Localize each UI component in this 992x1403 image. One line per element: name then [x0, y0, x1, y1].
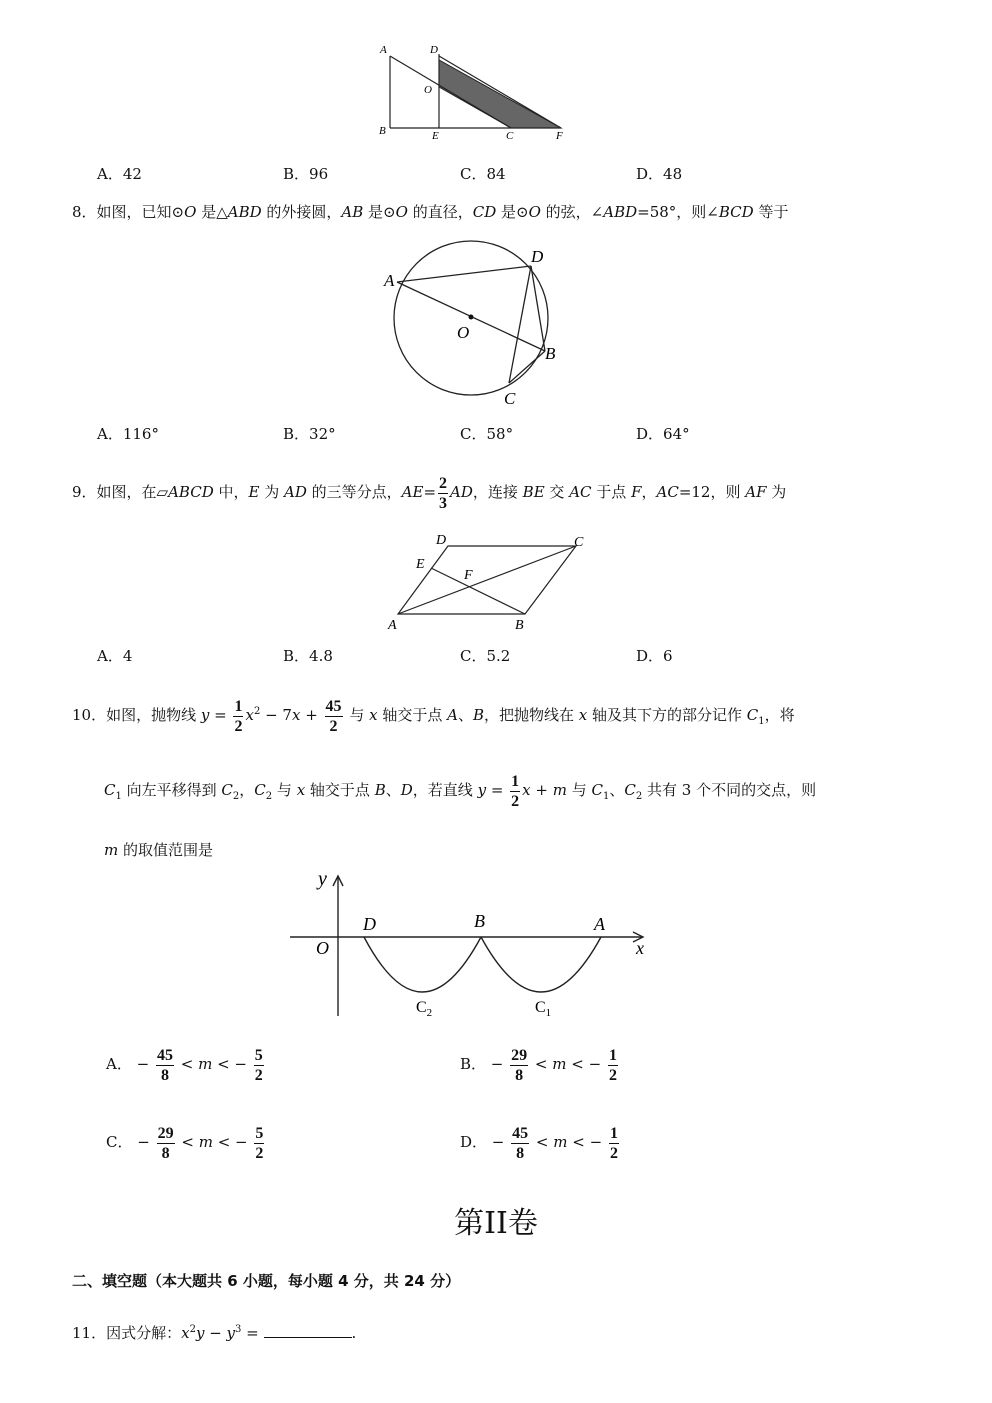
q9-option-c: C．5.2: [460, 647, 511, 665]
q10-option-a: A． − $\frac{45}{8}$ < m < − $\frac{5}{2}$: [106, 1046, 263, 1084]
q8-option-c: C．58°: [460, 425, 514, 443]
label-A: A: [594, 914, 605, 934]
q10-figure: [285, 866, 660, 1026]
q9-option-b: B．4.8: [283, 647, 333, 665]
label-D: D: [363, 914, 376, 934]
label-E: E: [432, 130, 439, 142]
q10-stem-line2: $C_1$ 向左平移得到 $C_2$，$C_2$ 与 x 轴交于点 B、D，若直线 y = $\frac{1}{2}$ x + m 与 $C_1$、$C_2$ 共有 3 个不同的交点，则: [104, 772, 817, 810]
label-c1: $C_1$: [535, 999, 552, 1019]
label-A: A: [384, 271, 395, 290]
q10-option-d: D． − $\frac{45}{8}$ < m < − $\frac{1}{2}$: [460, 1124, 618, 1162]
label-O: O: [316, 938, 329, 958]
q10-stem-line1: 10．如图，抛物线 y = $\frac{1}{2}$ $x^2 - 7x$ + $\frac{45}{2}$ 与 x 轴交于点 A、B，把抛物线在 x 轴及其下方的部分记作 $C_1$，将: [72, 697, 795, 735]
q8-figure: [375, 238, 575, 408]
label-B: B: [515, 618, 524, 633]
curve-c1: [481, 937, 601, 992]
label-C: C: [574, 535, 584, 550]
curve-c2: [364, 937, 481, 992]
label-C: C: [506, 130, 514, 142]
label-x: x: [636, 938, 644, 958]
q7-figure: [370, 40, 580, 145]
label-B: B: [379, 125, 386, 137]
q8-stem: 8．如图，已知⊙O 是△ABD 的外接圆，AB 是⊙O 的直径，CD 是⊙O 的弦，∠ABD=58°，则∠BCD 等于: [72, 203, 789, 221]
q10-option-c: C． − $\frac{29}{8}$ < m < − $\frac{5}{2}$: [106, 1124, 264, 1162]
q10-option-b: B． − $\frac{29}{8}$ < m < − $\frac{1}{2}$: [460, 1046, 617, 1084]
label-D: D: [436, 533, 447, 548]
q11-stem: 11．因式分解：$x^2y - y^3$ = .: [72, 1324, 357, 1342]
section-fill-in-blank-title: 二、填空题（本大题共 6 小题，每小题 4 分，共 24 分）: [72, 1272, 461, 1290]
part-ii-heading: 第II卷: [454, 1206, 538, 1241]
label-F: F: [464, 568, 473, 583]
label-O: O: [457, 323, 470, 342]
q8-option-b: B．32°: [283, 425, 336, 443]
q9-stem: 9．如图，在▱ABCD 中，E 为 AD 的三等分点，AE= $\frac{2}{3}$ AD，连接 BE 交 AC 于点 F，AC=12，则 AF 为: [72, 474, 787, 512]
label-O: O: [424, 84, 432, 96]
q8-option-a: A．116°: [97, 425, 159, 443]
label-c2: $C_2$: [416, 999, 433, 1019]
label-D: D: [531, 247, 544, 266]
label-C: C: [504, 389, 516, 408]
q10-stem-line3: m 的取值范围是: [104, 841, 214, 859]
fraction-two-thirds: $\frac{2}{3}$: [439, 474, 448, 512]
label-B: B: [545, 344, 556, 363]
label-y: y: [318, 868, 327, 890]
q9-option-a: A．4: [97, 647, 133, 665]
q7-option-a: A．42: [97, 165, 142, 183]
label-D: D: [430, 44, 438, 56]
q9-option-d: D．6: [636, 647, 673, 665]
answer-blank[interactable]: [264, 1323, 352, 1338]
q7-option-b: B．96: [283, 165, 329, 183]
q7-option-c: C．84: [460, 165, 506, 183]
label-A: A: [380, 44, 387, 56]
q9-figure: [380, 530, 590, 635]
label-F: F: [556, 130, 563, 142]
label-E: E: [416, 557, 425, 572]
label-A: A: [388, 618, 397, 633]
label-B: B: [474, 911, 485, 931]
q7-option-d: D．48: [636, 165, 683, 183]
q8-option-d: D．64°: [636, 425, 690, 443]
